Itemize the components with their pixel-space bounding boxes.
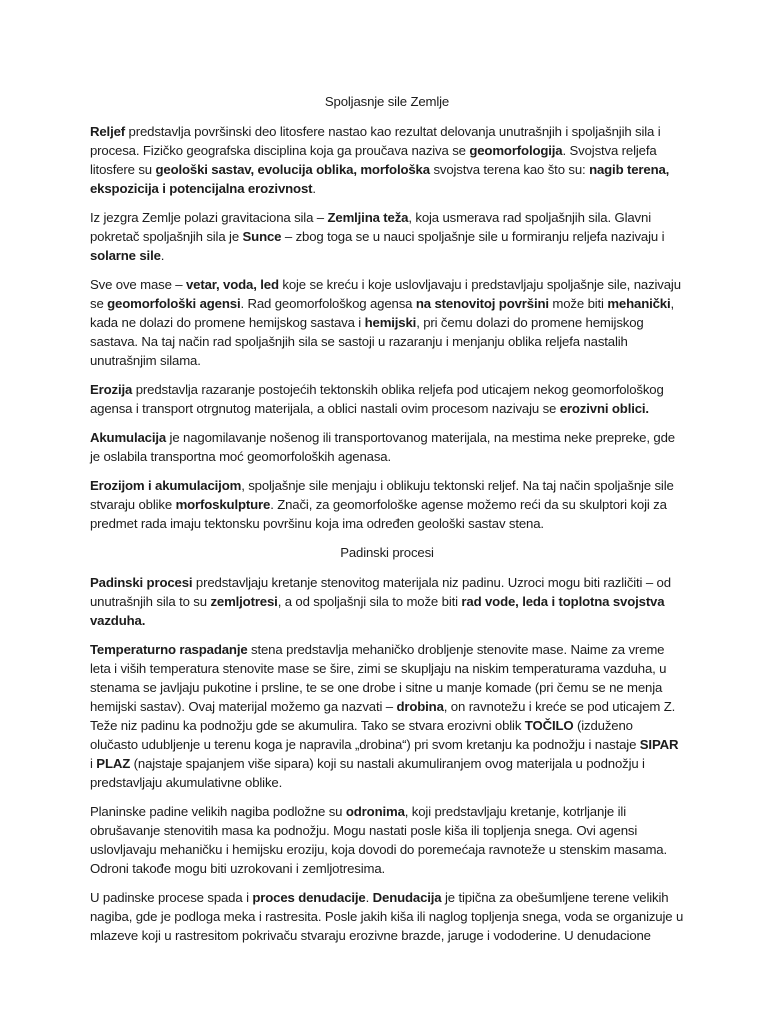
paragraph-padinski-procesi: [90, 573, 684, 630]
bold-term: odronima: [345, 804, 405, 819]
paragraph-akumulacija: [90, 428, 684, 466]
paragraph-gravitacija: [90, 208, 684, 265]
bold-term: PLAZ: [96, 756, 131, 771]
bold-term: zemljotresi: [210, 594, 278, 609]
bold-term: Reljef: [90, 124, 126, 139]
bold-term: nagib terena, ekspozicija i potencijalna erozivnost: [90, 162, 670, 196]
bold-term: Erozijom i akumulacijom: [90, 478, 242, 493]
section-title-padinski-procesi: Padinski procesi: [340, 545, 434, 560]
text-run: stena predstavlja mehaničko drobljenje stenovite mase. Naime za vreme leta i viših temperatura stenovite mase se šire, zimi se skupljaju na niskim temperaturama vazduha, u stenama se javljaju pukotine i prsline, te se one drobe i sitne u manje komade (pri čemu se ne menja hemijski sastav). Ovaj materijal možemo ga nazvati –: [90, 642, 667, 714]
bold-term: Zemljina teža: [327, 210, 409, 225]
bold-term: Denudacija: [372, 890, 442, 905]
text-run: .: [160, 248, 165, 263]
text-run: .: [312, 181, 316, 196]
bold-term: na stenovitoj površini: [415, 296, 549, 311]
text-run: i: [90, 756, 97, 771]
text-run: . Svojstva reljefa litosfere su: [90, 143, 657, 177]
bold-term: Akumulacija: [90, 430, 167, 445]
bold-term: drobina: [396, 699, 444, 714]
bold-term: mehanički: [607, 296, 671, 311]
text-run: može biti: [548, 296, 608, 311]
bold-term: morfoskulpture: [175, 497, 271, 512]
text-run: predstavljaju kretanje stenovitog materijala niz padinu. Uzroci mogu biti različiti – od unutrašnjih sila to su: [90, 575, 671, 609]
text-run: je nagomilavanje nošenog ili transportovanog materijala, na mestima neke prepreke, gde je oslabila transportna moć geomorfoloških agenasa.: [90, 430, 675, 464]
text-run: koje se kreću i koje uslovljavaju i predstavljaju spoljašnje sile, nazivaju se: [90, 277, 681, 311]
bold-term: geomorfologija: [469, 143, 563, 158]
paragraph-reljef: [90, 122, 684, 198]
bold-term: geomorfološki agensi: [107, 296, 241, 311]
text-run: (izduženo olučasto udubljenje u terenu koga je napravila „drobina“) pri svom kretanju ka podnožju i nastaje: [90, 718, 640, 752]
paragraph-agensi: [90, 275, 684, 370]
bold-term: SIPAR: [639, 737, 679, 752]
text-run: , koja usmerava rad spoljašnjih sila. Glavni pokretač spoljašnjih sila je: [90, 210, 651, 244]
paragraph-temperaturno-raspadanje: [90, 640, 684, 792]
bold-term: hemijski: [364, 315, 417, 330]
text-run: , kada ne dolazi do promene hemijskog sastava i: [90, 296, 675, 330]
bold-term: vetar, voda, led: [185, 277, 279, 292]
text-run: Planinske padine velikih nagiba podložne su: [90, 804, 346, 819]
bold-term: Sunce: [242, 229, 282, 244]
text-run: predstavlja razaranje postojećih tektonskih oblika reljefa pod uticajem nekog geomorfološkog agensa i transport otrgnutog materijala, a oblici nastali ovim procesom nazivaju se: [90, 382, 664, 416]
text-run: je tipična za obešumljene terene velikih nagiba, gde je podloga meka i rastresita. Posle jakih kiša ili naglog topljenja snega, voda se organizuje u mlazeve koji u rastresitom pokrivaču stvaraju erozivne brazde, jaruge i vododerine. U denudacione: [90, 890, 684, 943]
text-run: , a od spoljašnji sila to može biti: [277, 594, 462, 609]
text-run: – zbog toga se u nauci spoljašnje sile u formiranju reljefa nazivaju i: [281, 229, 665, 244]
bold-term: solarne sile: [90, 248, 161, 263]
text-run: svojstva terena kao što su:: [429, 162, 590, 177]
bold-term: Padinski procesi: [90, 575, 193, 590]
text-run: Sve ove mase –: [90, 277, 186, 292]
bold-term: Temperaturno raspadanje: [90, 642, 248, 657]
text-run: U padinske procese spada i: [90, 890, 253, 905]
bold-term: proces denudacije: [252, 890, 366, 905]
text-run: , pri čemu dolazi do promene hemijskog sastava. Na taj način rad spoljašnjih sila se sastoji u razaranju i menjanju oblika reljefa nastalih unutrašnjim silama.: [90, 315, 644, 368]
text-run: , koji predstavljaju kretanje, kotrljanje ili obrušavanje stenovitih masa ka podnožju. Mogu nastati posle kiša ili topljenja snega. Ovi agensi uslovljavaju mehaničku i hemijsku eroziju, koja dovodi do poremećaja ravnoteže u stenskim masama. Odroni takođe mogu biti uzrokovani i zemljotresima.: [90, 804, 667, 876]
paragraph-erozija: [90, 380, 684, 418]
document-body: [90, 92, 684, 955]
document-title: Spoljasnje sile Zemlje: [324, 94, 450, 109]
text-run: , spoljašnje sile menjaju i oblikuju tektonski reljef. Na taj način spoljašnje sile stvaraju oblike: [90, 478, 674, 512]
text-run: , on ravnotežu i kreće se pod uticajem Z. Teže niz padinu ka podnožju gde se akumulira. Tako se stvara erozivni oblik: [90, 699, 676, 733]
paragraph-denudacija: [90, 888, 684, 945]
bold-term: rad vode, leda i toplotna svojstva vazduha.: [90, 594, 665, 628]
bold-term: TOČILO: [524, 718, 574, 733]
text-run: predstavlja površinski deo litosfere nastao kao rezultat delovanja unutrašnjih i spoljašnjih sila i procesa. Fizičko geografska disciplina koja ga proučava naziva se: [90, 124, 661, 158]
text-run: . Rad geomorfološkog agensa: [240, 296, 416, 311]
text-run: Iz jezgra Zemlje polazi gravitaciona sila –: [90, 210, 328, 225]
bold-term: erozivni oblici.: [559, 401, 649, 416]
bold-term: geološki sastav, evolucija oblika, morfološka: [155, 162, 430, 177]
paragraph-morfoskulpture: [90, 476, 684, 533]
paragraph-odroni: [90, 802, 684, 878]
text-run: .: [365, 890, 373, 905]
bold-term: Erozija: [90, 382, 133, 397]
text-run: . Znači, za geomorfološke agense možemo reći da su skulptori koji za predmet rada imaju tektonsku površinu koja ima određen geološki sastav stena.: [90, 497, 667, 531]
text-run: (najstaje spajanjem više sipara) koji su nastali akumuliranjem ovog materijala u podnožju i predstavljaju akumulativne oblike.: [90, 756, 645, 790]
